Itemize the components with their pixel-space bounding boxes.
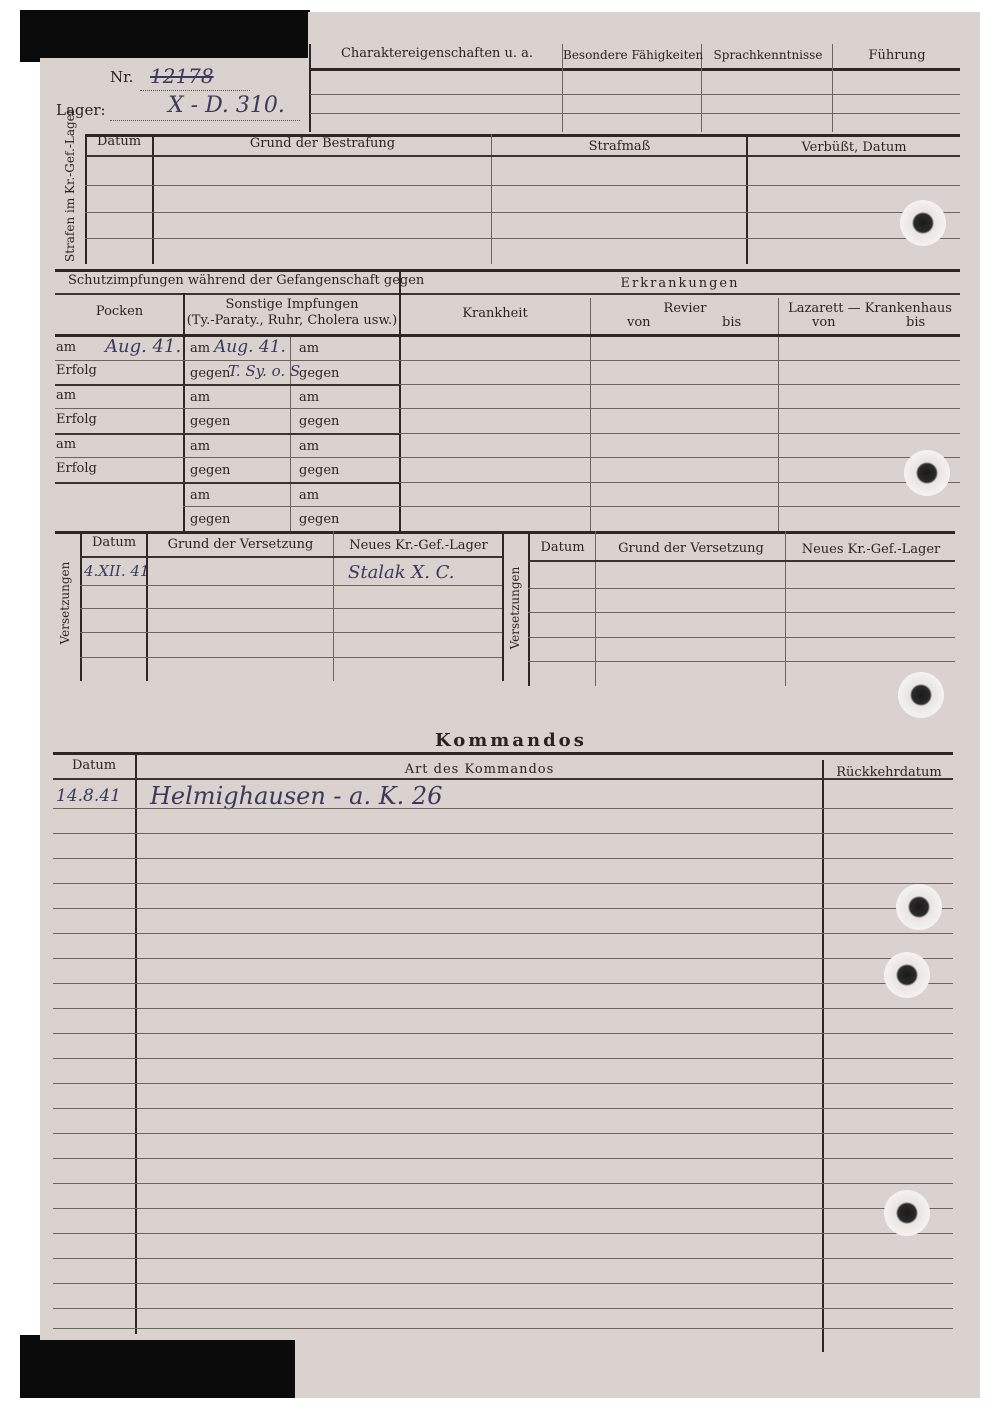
punch-hole <box>898 672 944 718</box>
sonstige-label-2: (Ty.-Paraty., Ruhr, Cholera usw.) <box>186 313 398 328</box>
vers1-col-datum: Datum <box>91 535 137 550</box>
pocken-erfolg-3: Erfolg <box>56 461 97 476</box>
sonstige-am-1-value: Aug. 41. <box>214 337 286 357</box>
vers2-col-grund: Grund der Versetzung <box>618 541 764 556</box>
kommandos-col-rueckkehr: Rückkehrdatum <box>836 765 942 780</box>
kommando-entry-art: Helmighausen - a. K. 26 <box>150 782 443 810</box>
punch-hole <box>900 200 946 246</box>
sonstige2-gegen-4: gegen <box>299 512 340 527</box>
punch-hole <box>884 1190 930 1236</box>
sonstige2-gegen-1: gegen <box>299 366 340 381</box>
scan-border-bottom <box>20 1335 295 1398</box>
versetzungen-side-label-2: Versetzungen <box>508 566 522 650</box>
sonstige2-am-3: am <box>299 439 320 454</box>
sonstige-label-1: Sonstige Impfungen <box>225 297 359 312</box>
strafen-col-datum: Datum <box>96 134 142 149</box>
lager-value: X - D. 310. <box>168 93 285 118</box>
kommando-entry-datum: 14.8.41 <box>56 786 121 806</box>
document-paper <box>40 58 980 1340</box>
revier-bis: bis <box>722 315 742 330</box>
sonstige-am-1: am <box>190 341 211 356</box>
sonstige2-gegen-2: gegen <box>299 414 340 429</box>
vers2-col-lager: Neues Kr.-Gef.-Lager <box>801 542 941 557</box>
kommandos-title: Kommandos <box>435 730 587 751</box>
vers1-col-lager: Neues Kr.-Gef.-Lager <box>349 538 488 553</box>
pocken-erfolg-1: Erfolg <box>56 363 97 378</box>
strafen-col-verbuesst: Verbüßt, Datum <box>801 140 907 155</box>
pocken-am-1-value: Aug. 41. <box>105 336 182 357</box>
document-paper-bottom <box>295 1330 980 1398</box>
sonstige-am-2: am <box>190 390 211 405</box>
erkrankungen-title: Erkrankungen <box>620 276 740 291</box>
document-paper-top <box>308 12 980 72</box>
scan-border-top <box>20 10 310 62</box>
strafen-side-label: Strafen im Kr.-Gef.-Lager <box>63 108 77 262</box>
lazarett-von: von <box>812 315 836 330</box>
sonstige2-am-2: am <box>299 390 320 405</box>
sonstige-am-3: am <box>190 439 211 454</box>
punch-hole <box>896 884 942 930</box>
pocken-erfolg-2: Erfolg <box>56 412 97 427</box>
col-fuehrung: Führung <box>868 48 926 63</box>
punch-hole <box>904 450 950 496</box>
nr-label: Nr. <box>110 68 134 86</box>
sonstige-gegen-1: gegen <box>190 366 231 381</box>
pocken-label: Pocken <box>95 304 144 319</box>
versetzung-entry-datum: 4.XII. 41 <box>84 562 150 580</box>
pocken-am-3: am <box>56 437 77 452</box>
versetzung-entry-lager: Stalak X. C. <box>348 562 455 583</box>
sonstige-am-4: am <box>190 488 211 503</box>
revier-von: von <box>627 315 651 330</box>
strafen-col-strafmass: Strafmaß <box>588 139 651 154</box>
vers2-col-datum: Datum <box>540 540 585 555</box>
kommandos-col-datum: Datum <box>71 758 117 773</box>
sonstige2-gegen-3: gegen <box>299 463 340 478</box>
sonstige2-am-4: am <box>299 488 320 503</box>
nr-value: 12178 <box>150 64 214 88</box>
col-sprachkenntnisse: Sprachkenntnisse <box>713 48 823 62</box>
impfungen-title: Schutzimpfungen während der Gefangenschaft gegen <box>68 273 425 288</box>
vers1-col-grund: Grund der Versetzung <box>167 537 314 552</box>
sonstige2-am-1: am <box>299 341 320 356</box>
sonstige-gegen-4: gegen <box>190 512 231 527</box>
kommandos-col-art: Art des Kommandos <box>404 762 555 777</box>
col-faehigkeiten: Besondere Fähigkeiten <box>563 48 704 62</box>
lazarett-label: Lazarett — Krankenhaus <box>788 301 952 316</box>
revier-label: Revier <box>663 301 707 316</box>
pocken-am-2: am <box>56 388 77 403</box>
lager-label: Lager: <box>56 101 106 119</box>
sonstige-gegen-3: gegen <box>190 463 231 478</box>
punch-hole <box>884 952 930 998</box>
sonstige-gegen-1-value: T. Sy. o. S <box>228 362 301 380</box>
strafen-col-grund: Grund der Bestrafung <box>249 136 396 151</box>
col-charakter: Charaktereigenschaften u. a. <box>340 46 534 61</box>
krankheit-label: Krankheit <box>462 306 528 321</box>
lazarett-bis: bis <box>906 315 926 330</box>
sonstige-gegen-2: gegen <box>190 414 231 429</box>
versetzungen-side-label-1: Versetzungen <box>58 561 72 645</box>
pocken-am-1: am <box>56 340 77 355</box>
